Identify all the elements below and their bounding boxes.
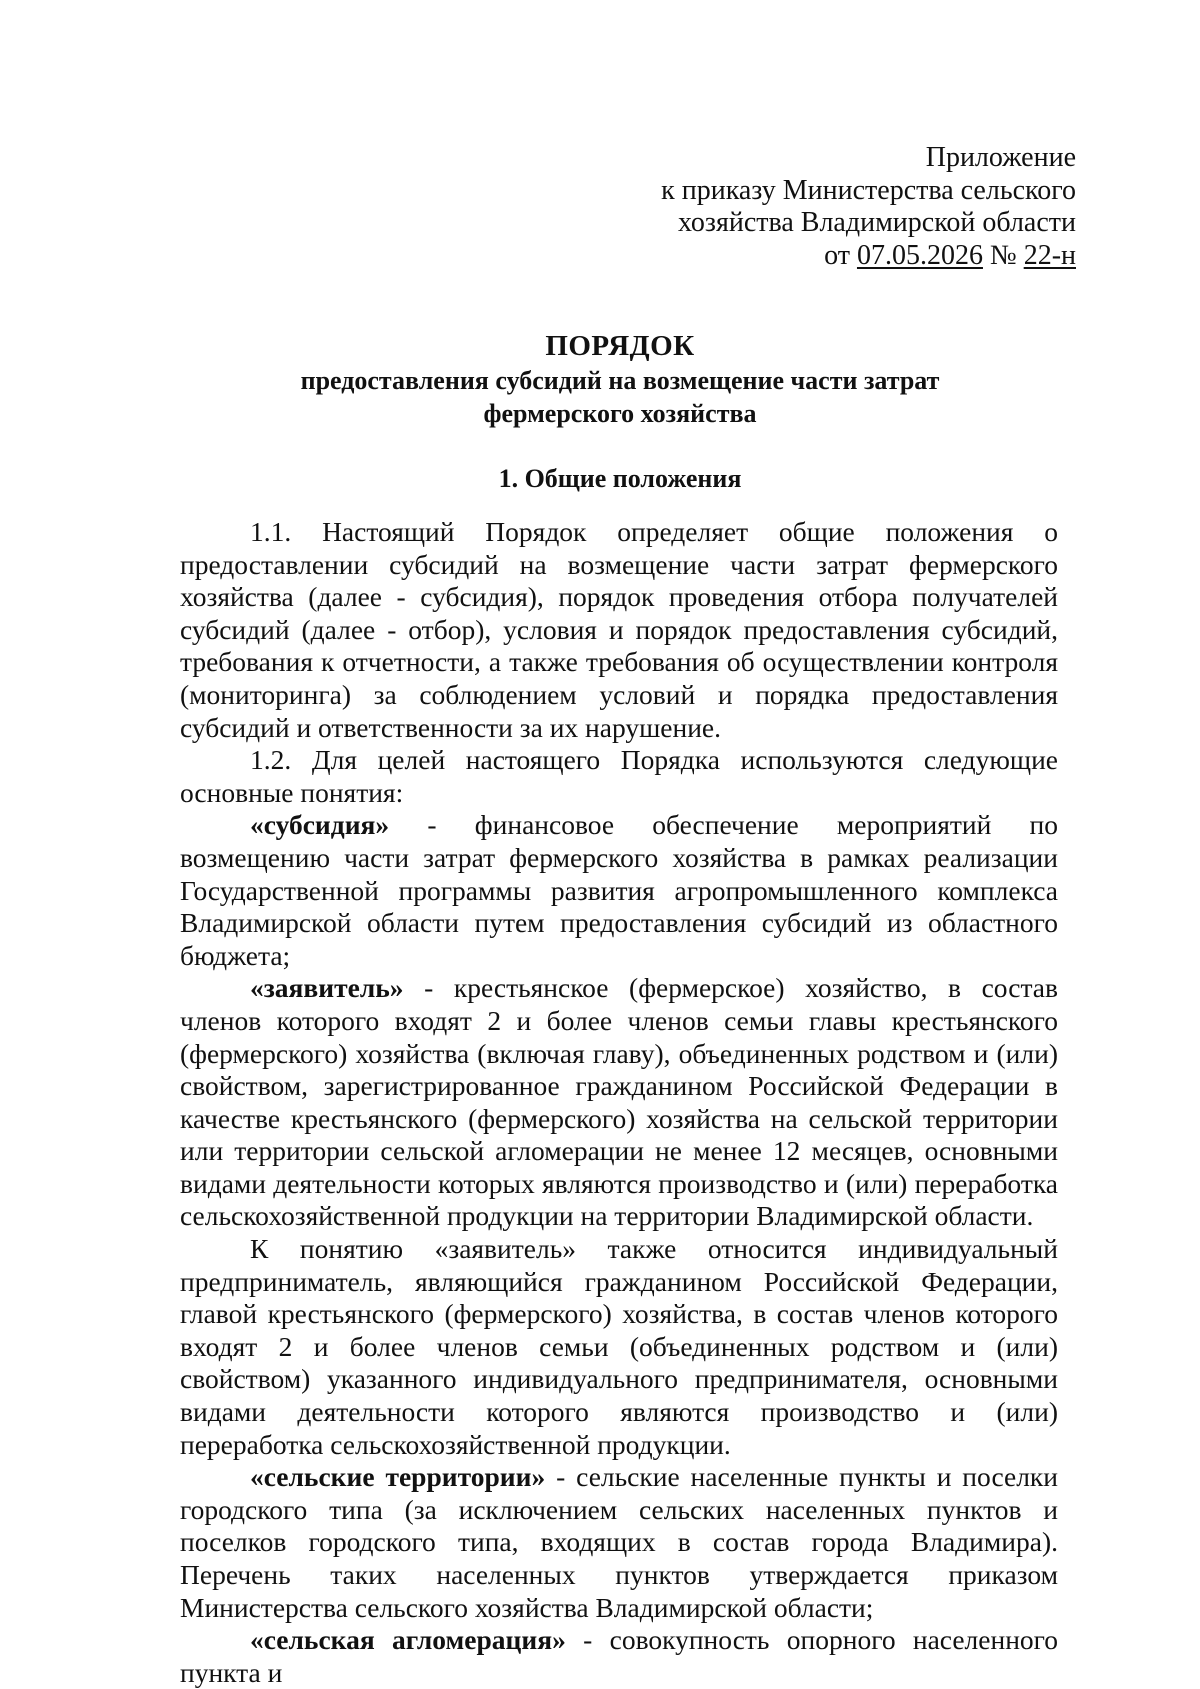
term-subsidy: «субсидия» xyxy=(250,809,390,841)
order-date: 07.05.2026 xyxy=(856,239,983,271)
definition-rural-agglomeration xyxy=(180,1624,1058,1689)
number-sign: № xyxy=(982,239,1024,271)
document-title xyxy=(180,328,1060,430)
definition-rural-territories xyxy=(180,1461,1058,1624)
paragraph-1-2: 1.2. Для целей настоящего Порядка используются следующие основные понятия: xyxy=(180,744,1058,808)
title-main: ПОРЯДОК xyxy=(545,330,695,362)
appendix-title: Приложение xyxy=(925,142,1076,173)
definition-rural-territories-text: - сельские населенные пункты и поселки городского типа (за исключением сельских населенных пунктов и поселков городского типа, входящих в состав города Владимира). Перечень таких населенных пунктов утверждается приказом Министерства сельского хозяйства Владимирской области; xyxy=(180,1461,1058,1623)
appendix-line-order: к приказу Министерства сельского xyxy=(661,174,1076,206)
appendix-date-number xyxy=(476,240,1076,273)
applicant-extension: К понятию «заявитель» также относится индивидуальный предприниматель, являющийся гражданином Российской Федерации, главой крестьянского (фермерского) хозяйства, в состав членов которого входят 2 и более членов семьи (объединенных родством и (или) свойством) указанного индивидуального предпринимателя, основными видами деятельности которого являются производство и (или) переработка сельскохозяйственной продукции. xyxy=(180,1233,1058,1460)
definition-rural-agglomeration-text: - совокупность опорного населенного пункта и xyxy=(180,1624,1059,1688)
section-heading: 1. Общие положения xyxy=(498,464,742,493)
paragraph-1-1: 1.1. Настоящий Порядок определяет общие положения о предоставлении субсидий на возмещение части затрат фермерского хозяйства (далее - субсидия), порядок проведения отбора получателей субсидий (далее - отбор), условия и порядок предоставления субсидий, требования к отчетности, а также требования об осуществлении контроля (мониторинга) за соблюдением условий и порядка предоставления субсидий и ответственности за их нарушение. xyxy=(180,516,1058,743)
term-applicant: «заявитель» xyxy=(250,972,404,1004)
term-rural-agglomeration: «сельская агломерация» xyxy=(250,1624,566,1656)
title-subtitle-line-2: фермерского хозяйства xyxy=(483,399,757,428)
appendix-line-ministry: хозяйства Владимирской области xyxy=(677,207,1076,238)
term-rural-territories: «сельские территории» xyxy=(250,1461,546,1493)
appendix-header xyxy=(476,142,1076,272)
order-number: 22-н xyxy=(1023,239,1076,271)
document-body xyxy=(180,516,1058,1689)
definition-subsidy-text: - финансовое обеспечение мероприятий по возмещению части затрат фермерского хозяйства в рамках реализации Государственной программы развития агропромышленного комплекса Владимирской области путем предоставления субсидий из областного бюджета; xyxy=(180,809,1058,971)
definition-subsidy xyxy=(180,809,1058,972)
title-subtitle-line-1: предоставления субсидий на возмещение части затрат xyxy=(300,366,940,395)
date-prefix: от xyxy=(824,239,857,271)
definition-applicant xyxy=(180,972,1058,1233)
definition-applicant-text: - крестьянское (фермерское) хозяйство, в состав членов которого входят 2 и более членов семьи главы крестьянского (фермерского) хозяйства (включая главу), объединенных родством и (или) свойством, зарегистрированное гражданином Российской Федерации в качестве крестьянского (фермерского) хозяйства на сельской территории или территории сельской агломерации не менее 12 месяцев, основными видами деятельности которых являются производство и (или) переработка сельскохозяйственной продукции на территории Владимирской области. xyxy=(180,972,1058,1232)
